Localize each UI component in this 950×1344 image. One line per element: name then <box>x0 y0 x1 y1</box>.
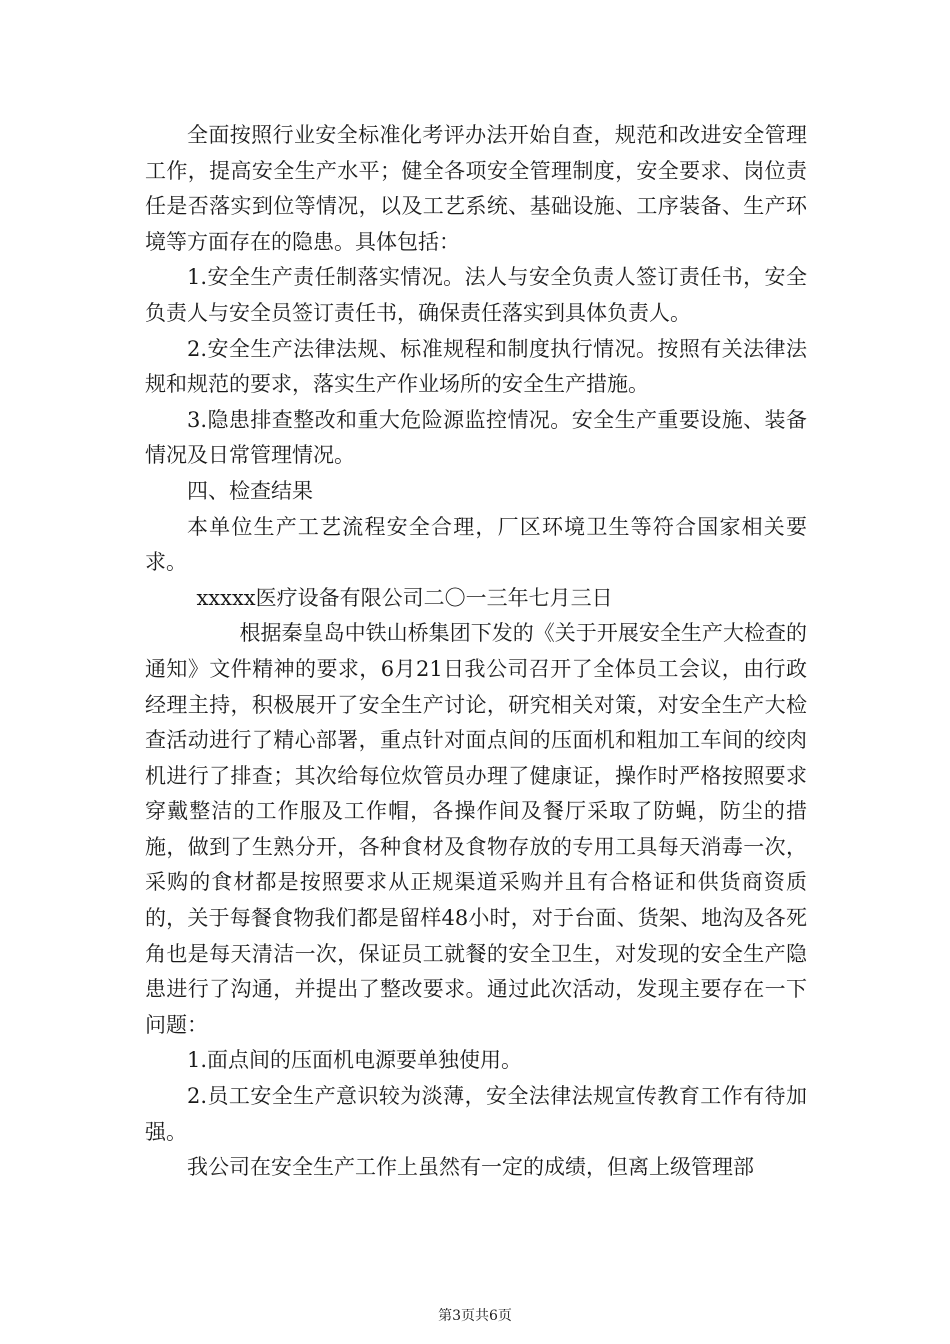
signature-company-date: xxxxx医疗设备有限公司二〇一三年七月三日 <box>196 585 613 610</box>
paragraph-inspection-result: 本单位生产工艺流程安全合理，厂区环境卫生等符合国家相关要求。 <box>145 514 807 575</box>
section-heading-inspection-results: 四、检查结果 <box>187 478 313 503</box>
paragraph-item-2-regulations: 2.安全生产法律法规、标准规程和制度执行情况。按照有关法律法规和规范的要求，落实生产作业场所的安全生产措施。 <box>145 336 807 397</box>
paragraph-safety-inspection-report: 根据秦皇岛中铁山桥集团下发的《关于开展安全生产大检查的通知》文件精神的要求，6月21日我公司召开了全体员工会议，由行政经理主持，积极展开了安全生产讨论，研究相关对策，对安全生产大检查活动进行了精心部署，重点针对面点间的压面机和粗加工车间的绞肉机进行了排查；其次给每位炊管员办理了健康证，操作时严格按照要求穿戴整洁的工作服及工作帽，各操作间及餐厅采取了防蝇，防尘的措施，做到了生熟分开，各种食材及食物存放的专用工具每天消毒一次，采购的食材都是按照要求从正规渠道采购并且有合格证和供货商资质的，关于每餐食物我们都是留样48小时，对于台面、货架、地沟及各死角也是每天清洁一次，保证员工就餐的安全卫生，对发现的安全生产隐患进行了沟通，并提出了整改要求。通过此次活动，发现主要存在一下问题： <box>145 621 807 1037</box>
paragraph-conclusion-partial: 我公司在安全生产工作上虽然有一定的成绩，但离上级管理部 <box>187 1155 754 1180</box>
paragraph-self-check-scope: 全面按照行业安全标准化考评办法开始自查，规范和改进安全管理工作，提高安全生产水平；健全各项安全管理制度，安全要求、岗位责任是否落实到位等情况，以及工艺系统、基础设施、工序装备、生产环境等方面存在的隐患。具体包括： <box>145 123 807 254</box>
paragraph-issue-2: 2.员工安全生产意识较为淡薄，安全法律法规宣传教育工作有待加强。 <box>145 1084 807 1144</box>
paragraph-issue-1: 1.面点间的压面机电源要单独使用。 <box>187 1048 523 1073</box>
paragraph-item-3-hazards: 3.隐患排查整改和重大危险源监控情况。安全生产重要设施、装备情况及日常管理情况。 <box>145 407 807 468</box>
paragraph-item-1-responsibility: 1.安全生产责任制落实情况。法人与安全负责人签订责任书，安全负责人与安全员签订责任书，确保责任落实到具体负责人。 <box>145 265 807 325</box>
page-number: 第3页共6页 <box>438 1308 512 1324</box>
document-body <box>145 118 807 1186</box>
page-footer <box>0 1307 950 1325</box>
